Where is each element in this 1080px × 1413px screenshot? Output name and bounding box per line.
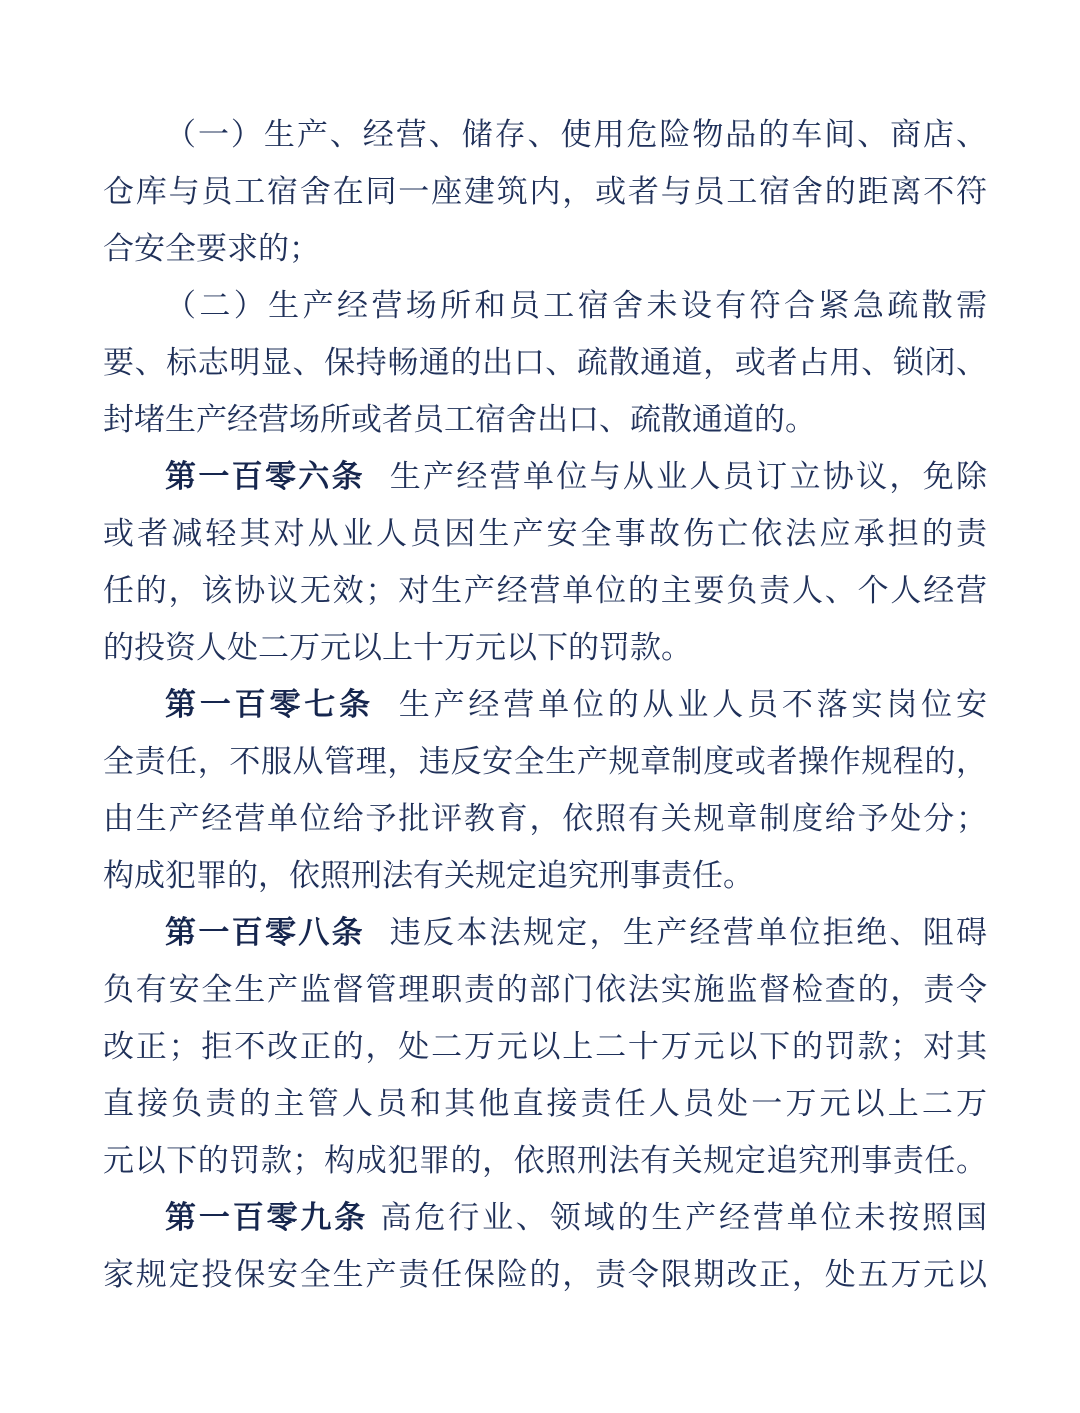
article-text: 生产经营单位的从业人员不落实岗位安: [398, 687, 988, 722]
text-line: [103, 676, 987, 733]
clause-item-1: [103, 106, 987, 277]
text-line: （一）生产、经营、储存、使用危险物品的车间、商店、: [165, 117, 987, 152]
article-number: 第一百零八条: [165, 915, 365, 950]
text-line: 仓库与员工宿舍在同一座建筑内，或者与员工宿舍的距离不符: [103, 174, 987, 209]
text-line: 或者减轻其对从业人员因生产安全事故伤亡依法应承担的责: [103, 516, 987, 551]
text-line: 封堵生产经营场所或者员工宿舍出口、疏散通道的。: [103, 402, 816, 437]
text-line: 构成犯罪的，依照刑法有关规定追究刑事责任。: [103, 858, 754, 893]
text-line: 全责任，不服从管理，违反安全生产规章制度或者操作规程的，: [103, 744, 987, 779]
article-number: 第一百零九条: [165, 1200, 369, 1235]
clause-item-2: [103, 277, 987, 448]
text-line: [103, 1189, 987, 1246]
article-106: [103, 448, 987, 676]
text-line: 要、标志明显、保持畅通的出口、疏散通道，或者占用、锁闭、: [103, 345, 987, 380]
text-line: 直接负责的主管人员和其他直接责任人员处一万元以上二万: [103, 1086, 987, 1121]
article-number: 第一百零六条: [165, 459, 365, 494]
text-line: （二）生产经营场所和员工宿舍未设有符合紧急疏散需: [165, 288, 987, 323]
article-107: [103, 676, 987, 904]
article-108: [103, 904, 987, 1189]
text-line: 的投资人处二万元以上十万元以下的罚款。: [103, 630, 692, 665]
text-line: [103, 448, 987, 505]
text-line: 由生产经营单位给予批评教育，依照有关规章制度给予处分；: [103, 801, 987, 836]
text-line: 负有安全生产监督管理职责的部门依法实施监督检查的，责令: [103, 972, 987, 1007]
article-109: [103, 1189, 987, 1303]
text-line: 任的，该协议无效；对生产经营单位的主要负责人、个人经营: [103, 573, 987, 608]
text-line: 改正；拒不改正的，处二万元以上二十万元以下的罚款；对其: [103, 1029, 987, 1064]
text-line: 元以下的罚款；构成犯罪的，依照刑法有关规定追究刑事责任。: [103, 1143, 987, 1178]
text-line: 合安全要求的；: [103, 231, 320, 266]
document-body: [103, 106, 987, 1303]
text-line: [103, 904, 987, 961]
article-text: 高危行业、领域的生产经营单位未按照国: [380, 1200, 988, 1235]
article-text: 生产经营单位与从业人员订立协议，免除: [389, 459, 988, 494]
text-line: 家规定投保安全生产责任保险的，责令限期改正，处五万元以: [103, 1257, 987, 1292]
article-text: 违反本法规定，生产经营单位拒绝、阻碍: [389, 915, 988, 950]
article-number: 第一百零七条: [165, 687, 374, 722]
